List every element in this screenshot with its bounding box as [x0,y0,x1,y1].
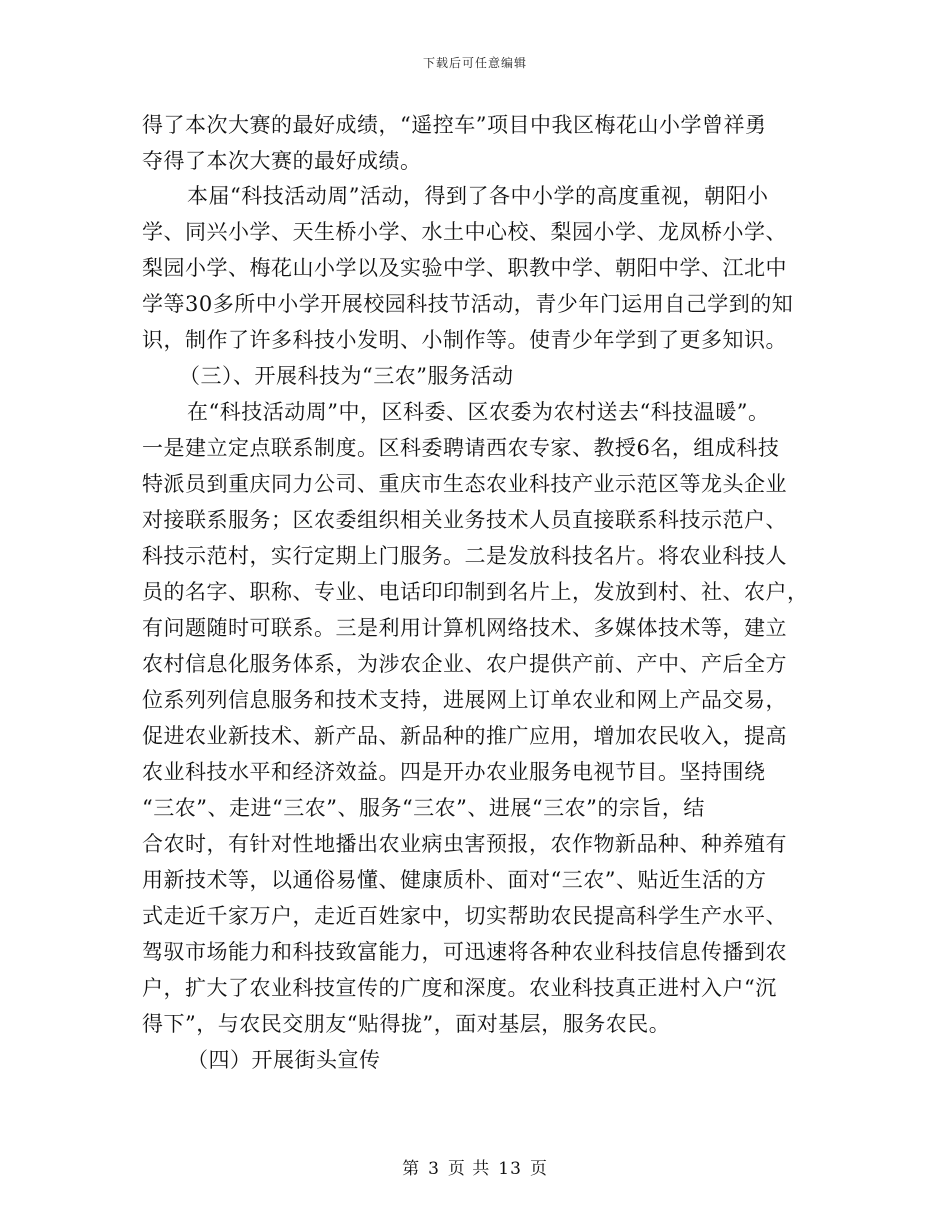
page-header: 下载后可任意编辑 [422,56,527,70]
text-line: 位系列列信息服务和技术支持，进展网上订单农业和网上产品交易， [142,688,787,712]
section-heading-4: （四）开展街头宣传 [187,1048,381,1072]
text-line: 学等30多所中小学开展校园科技节活动，青少年门运用自己学到的知 [142,292,794,316]
text-line: “三农”、走进“三农”、服务“三农”、进展“三农”的宗旨，结 [142,796,705,820]
total-pages: 13 [498,1159,522,1179]
page-footer [0,1154,950,1179]
text-line: 识，制作了许多科技小发明、小制作等。使青少年学到了更多知识。 [142,328,787,352]
text-line: 合农时，有针对性地播出农业病虫害预报，农作物新品种、种养殖有 [142,832,787,856]
text-line: 学、同兴小学、天生桥小学、水土中心校、梨园小学、龙凤桥小学、 [142,220,787,244]
text-line: 式走近千家万户，走近百姓家中，切实帮助农民提高科学生产水平、 [142,904,787,928]
text-line: 用新技术等，以通俗易懂、健康质朴、面对“三农”、贴近生活的方 [142,868,767,892]
text-line: 对接联系服务；区农委组织相关业务技术人员直接联系科技示范户、 [142,508,787,532]
page-number: 3 [428,1159,440,1179]
text-line: 户，扩大了农业科技宣传的广度和深度。农业科技真正进村入户“沉 [142,976,777,1000]
text-line: 得了本次大赛的最好成绩，“遥控车”项目中我区梅花山小学曾祥勇 [142,113,767,137]
text-line: 有问题随时可联系。三是利用计算机网络技术、多媒体技术等，建立 [142,616,787,640]
text-line: 科技示范村，实行定期上门服务。二是发放科技名片。将农业科技人 [142,544,787,568]
text-line: 农业科技水平和经济效益。四是开办农业服务电视节目。坚持围绕 [142,760,766,784]
text-line: 员的名字、职称、专业、电话印印制到名片上，发放到村、社、农户， [142,580,809,604]
footer-mid: 页 共 [447,1159,491,1179]
section-heading-3: （三）、开展科技为“三农”服务活动 [179,364,514,388]
text-line: 驾驭市场能力和科技致富能力，可迅速将各种农业科技信息传播到农 [142,940,787,964]
text-line: 梨园小学、梅花山小学以及实验中学、职教中学、朝阳中学、江北中 [142,256,787,280]
text-line: 农村信息化服务体系，为涉农企业、农户提供产前、产中、产后全方 [142,652,787,676]
paragraph-start: 本届“科技活动周”活动，得到了各中小学的高度重视，朝阳小 [187,184,769,208]
text-line: 特派员到重庆同力公司、重庆市生态农业科技产业示范区等龙头企业 [142,472,787,496]
text-line: 促进农业新技术、新产品、新品种的推广应用，增加农民收入，提高 [142,724,787,748]
paragraph-start: 在“科技活动周”中，区科委、区农委为农村送去“科技温暖”。 [187,400,770,424]
footer-prefix: 第 [402,1159,421,1179]
text-line: 一是建立定点联系制度。区科委聘请西农专家、教授6名，组成科技 [142,436,780,460]
footer-suffix: 页 [529,1159,548,1179]
text-line: 夺得了本次大赛的最好成绩。 [142,149,422,173]
text-line: 得下”，与农民交朋友“贴得拢”，面对基层，服务农民。 [142,1012,671,1036]
